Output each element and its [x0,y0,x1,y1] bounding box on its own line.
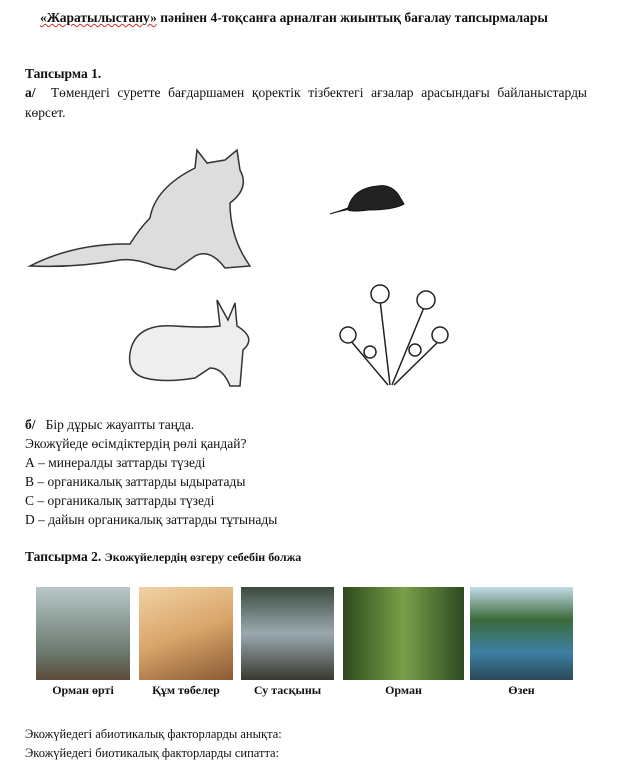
question: Экожүйеде өсімдіктердің рөлі қандай? [25,436,247,451]
abiotic-prompt: Экожүйедегі абиотикалық факторларды анықта: [25,727,282,741]
b-instruction: Бір дұрыс жауапты таңда. [45,417,195,432]
task1-b-text [25,417,194,433]
a-instruction: Төмендегі суретте бағдаршамен қоректік тізбектегі ағзалар арасындағы байланыстарды көрсет. [25,85,588,120]
photo-label: Құм төбелер [152,683,220,697]
a-marker: а/ [25,85,36,100]
photo-label: Орман өрті [52,683,114,697]
photo-forest [343,587,464,680]
clover-plant-icon [330,280,455,390]
task1-a-text [25,83,587,123]
task2-subheading: Экожүйелердің өзгеру себебін болжа [104,550,302,564]
option-d: D – дайын органикалық заттарды тұтынады [25,512,278,527]
photo-sand-dunes [139,587,233,680]
photo-flood [241,587,334,680]
biotic-prompt: Экожүйедегі биотикалық факторларды сипатта: [25,746,280,760]
photo-label: Орман [385,683,422,697]
subject-name: «Жаратылыстану» [40,10,157,25]
task2-heading [25,549,301,565]
b-marker: б/ [25,417,36,432]
rabbit-icon [125,298,260,393]
mouse-icon [328,180,406,218]
option-c: С – органикалық заттарды түзеді [25,493,215,508]
photo-river [470,587,573,680]
photo-label: Өзен [508,683,535,697]
photo-forest-fire [36,587,130,680]
page-title [40,10,548,26]
option-a: А – минералды заттарды түзеді [25,455,206,470]
title-rest: пәнінен 4-тоқсанға арналған жиынтық бағалау тапсырмалары [156,10,548,25]
task2-label: Тапсырма 2. [25,549,102,564]
option-b: В – органикалық заттарды ыдыратады [25,474,246,489]
fox-icon [25,148,260,276]
photo-label: Су тасқыны [253,683,322,697]
task1-heading: Тапсырма 1. [25,66,102,81]
